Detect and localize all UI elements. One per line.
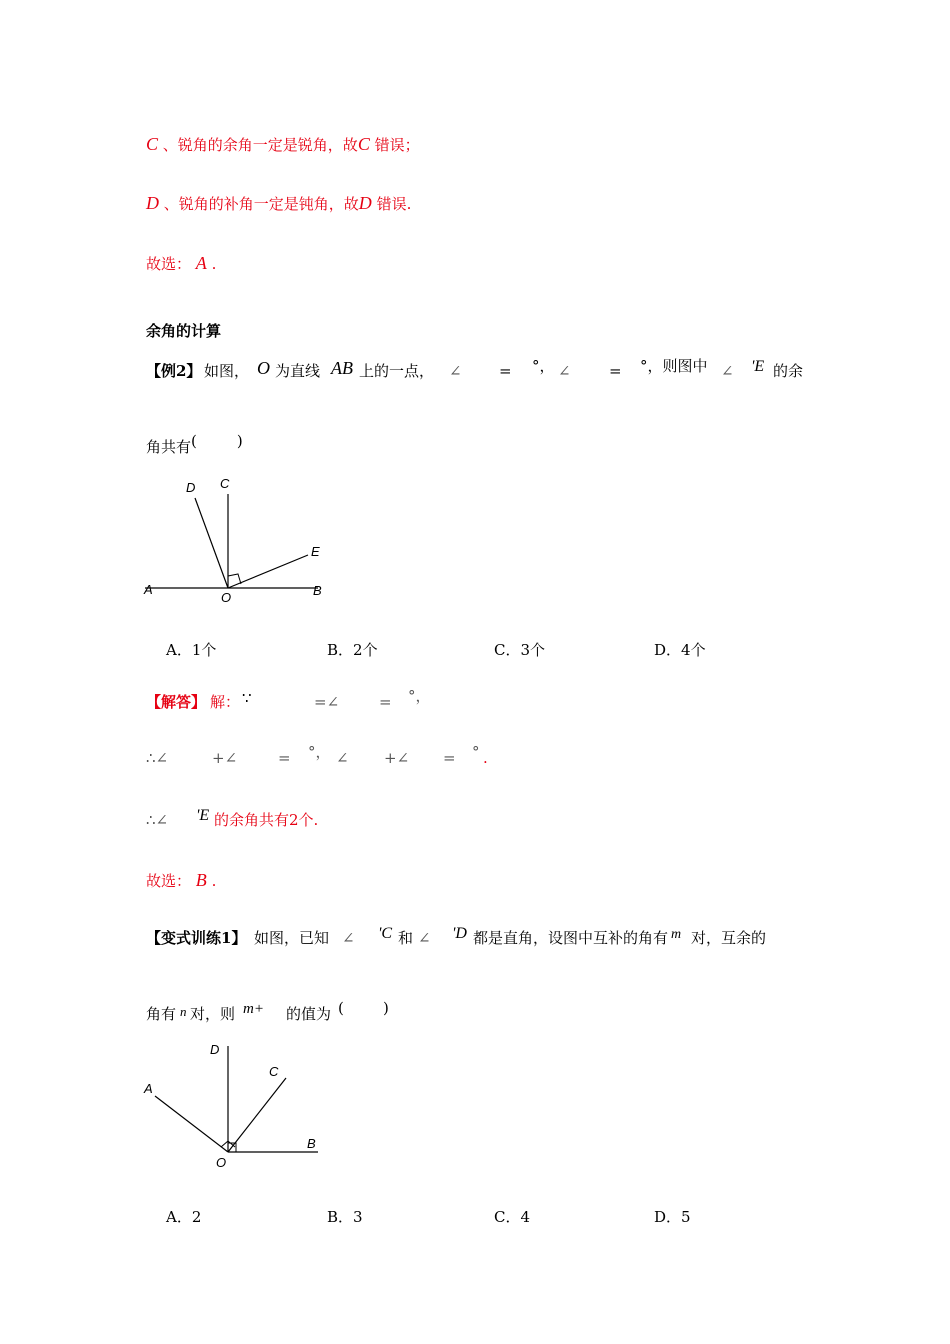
angle-fragment: 'E [196, 807, 210, 824]
label-b: B [307, 1136, 316, 1151]
text: 如图，已知 [254, 929, 330, 947]
angle-symbol: ∠ [558, 362, 571, 380]
equals: = [379, 693, 392, 711]
option-c: C．4 [494, 1208, 531, 1226]
option-a: A．1个 [166, 641, 217, 659]
degree: ° [472, 743, 480, 761]
answer-end: . [211, 872, 217, 890]
variant-1-line-2 [146, 999, 546, 1026]
answer-label: 故选： [146, 255, 192, 273]
right-angle-mark [228, 574, 241, 584]
because-symbol: ∵ [242, 689, 252, 707]
option-a: A．2 [166, 1208, 202, 1226]
letter-d: D [146, 193, 159, 213]
option-d: D．5 [654, 1208, 691, 1226]
solution-line-2 [146, 743, 546, 770]
answer-1 [146, 253, 216, 274]
option-b: B．2个 [327, 641, 378, 659]
angle-symbol: ∠ [418, 929, 431, 947]
ray-oc [228, 1078, 286, 1152]
label-b: B [313, 583, 322, 598]
label-o: O [216, 1155, 227, 1170]
degree: °，则图中 [640, 357, 708, 375]
solution-line-3 [146, 807, 546, 832]
text: 角共有 [146, 438, 192, 456]
label-d: D [210, 1042, 220, 1057]
equals: = [609, 362, 622, 380]
label-o: O [221, 590, 232, 605]
text: 如图， [204, 362, 250, 380]
text: 、锐角的余角一定是锐角，故 [162, 136, 358, 154]
paren-close: ) [236, 432, 243, 450]
text: 的余角共有2个. [214, 811, 319, 829]
answer-letter: A [195, 253, 207, 273]
option-c-explanation [146, 134, 420, 155]
letter-d-2: D [358, 193, 372, 213]
paren-open: ( [338, 999, 344, 1017]
equals-angle: =∠ [314, 693, 340, 711]
angle-fragment: 'C [378, 925, 393, 942]
variant-1-line-1 [146, 925, 816, 950]
text: 对，则 [190, 1005, 236, 1023]
answer-letter: B [195, 870, 207, 890]
paren-close: ) [383, 999, 389, 1017]
degree: °， [308, 743, 331, 761]
solution-tag: 【解答】 [146, 693, 207, 711]
variable-m: m [671, 927, 682, 942]
example-2-line-1 [146, 357, 816, 383]
answer-2 [146, 870, 216, 891]
label-a: A [144, 1081, 153, 1096]
equals: = [499, 362, 512, 380]
equals: = [443, 749, 456, 767]
label-c: C [220, 476, 230, 491]
example-tag: 【例2】 [146, 362, 202, 380]
period: . [483, 749, 488, 767]
text: 解： [210, 693, 241, 711]
plus-angle: +∠ [384, 749, 410, 767]
answer-end: . [211, 255, 217, 273]
paren-open: ( [191, 432, 197, 450]
angle-symbol: ∠ [721, 362, 734, 380]
text: 角有 [146, 1005, 177, 1023]
plus-angle: +∠ [212, 749, 238, 767]
equals: = [278, 749, 291, 767]
degree: °， [408, 687, 431, 705]
label-d: D [186, 480, 196, 495]
label-c: C [269, 1064, 279, 1079]
answer-label: 故选： [146, 872, 192, 890]
therefore-angle: ∴∠ [146, 749, 169, 767]
text: 、锐角的补角一定是钝角，故 [163, 195, 359, 213]
option-b: B．3 [327, 1208, 363, 1226]
m-plus: m+ [243, 1001, 264, 1017]
figure-1 [140, 470, 340, 610]
label-e: E [311, 544, 320, 559]
label-a: A [144, 582, 153, 597]
option-c: C．3个 [494, 641, 546, 659]
degree: °， [532, 357, 555, 375]
solution-line-1 [146, 687, 546, 714]
ray-oe [228, 555, 308, 588]
therefore-angle: ∴∠ [146, 811, 169, 829]
angle-fragment: 'E [751, 358, 765, 375]
text: 上的一点， [359, 362, 435, 380]
letter-c: C [146, 134, 159, 154]
text: 错误； [374, 136, 420, 154]
option-d-explanation [146, 193, 411, 214]
text: 的值为 [286, 1005, 332, 1023]
angle-symbol: ∠ [336, 749, 349, 767]
text: 都是直角，设图中互补的角有 [473, 929, 669, 947]
variant-tag: 【变式训练1】 [146, 929, 247, 947]
text: 的余 [773, 362, 804, 380]
line-ab: AB [331, 358, 353, 378]
text: 错误. [376, 195, 412, 213]
letter-c-2: C [357, 134, 370, 154]
variable-n: n [180, 1004, 187, 1019]
text: 对，互余的 [691, 929, 767, 947]
ray-oa [155, 1096, 228, 1152]
option-d: D．4个 [654, 641, 706, 659]
angle-symbol: ∠ [342, 929, 355, 947]
angle-symbol: ∠ [449, 362, 462, 380]
section-title: 余角的计算 [146, 322, 222, 340]
angle-fragment: 'D [452, 925, 467, 942]
example-2-line-2 [146, 432, 243, 457]
text: 为直线 [275, 362, 321, 380]
text: 和 [398, 929, 414, 947]
figure-2 [140, 1036, 340, 1171]
ray-od [195, 498, 228, 588]
point-o: O [257, 358, 270, 378]
